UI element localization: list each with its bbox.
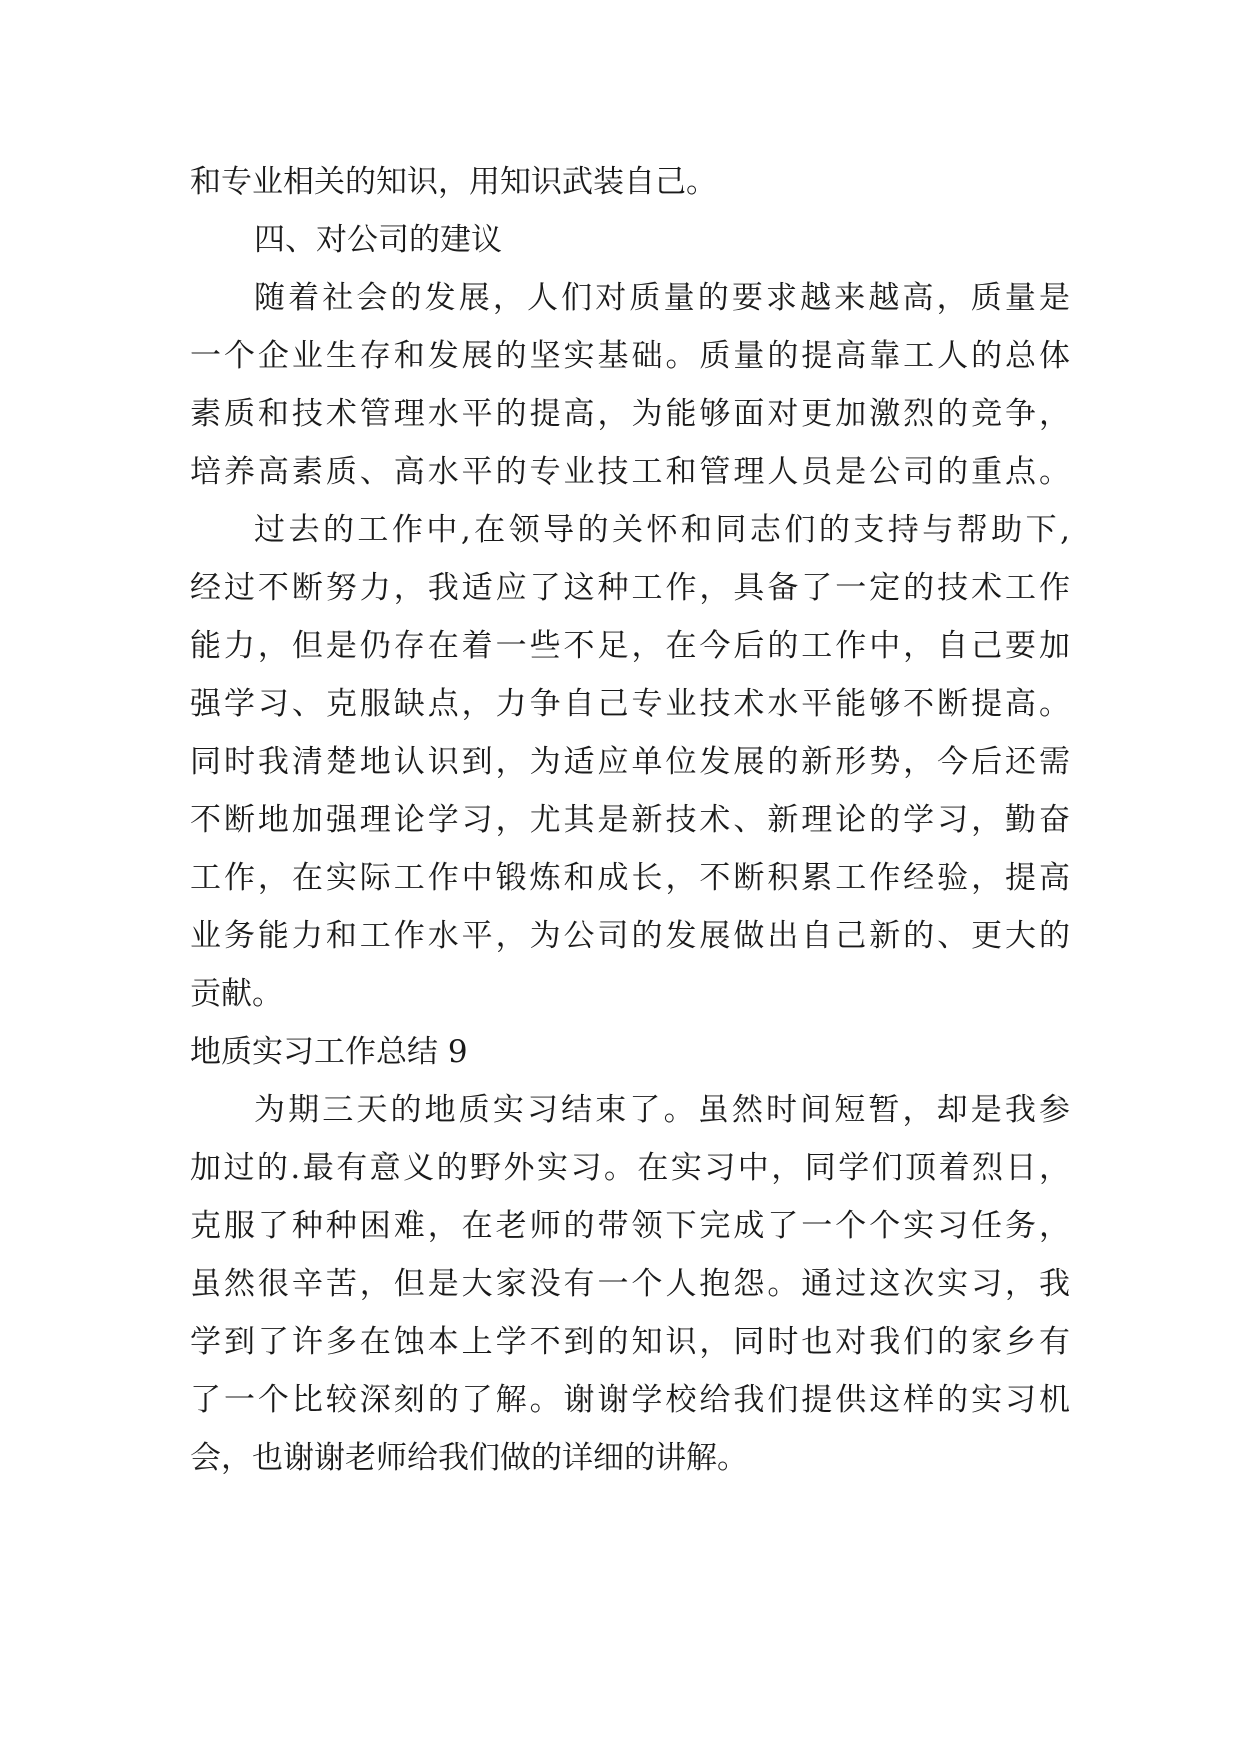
paragraph-line: 克服了种种困难，在老师的带领下完成了一个个实习任务， xyxy=(190,1208,1070,1244)
paragraph-line: 素质和技术管理水平的提高，为能够面对更加激烈的竞争， xyxy=(190,396,1070,432)
section-heading: 四、对公司的建议 xyxy=(254,222,502,258)
paragraph-line: 随着社会的发展，人们对质量的要求越来越高，质量是 xyxy=(254,280,1070,316)
paragraph-line: 同时我清楚地认识到，为适应单位发展的新形势，今后还需 xyxy=(190,744,1070,780)
paragraph-line: 不断地加强理论学习，尤其是新技术、新理论的学习，勤奋 xyxy=(190,802,1070,838)
paragraph-line: 能力，但是仍存在着一些不足，在今后的工作中，自己要加 xyxy=(190,628,1070,664)
paragraph-line: 过去的工作中,在领导的关怀和同志们的支持与帮助下, xyxy=(254,512,1070,548)
paragraph-line: 加过的.最有意义的野外实习。在实习中，同学们顶着烈日， xyxy=(190,1150,1070,1186)
paragraph-line: 强学习、克服缺点，力争自己专业技术水平能够不断提高。 xyxy=(190,686,1070,722)
paragraph-line: 会，也谢谢老师给我们做的详细的讲解。 xyxy=(190,1440,748,1476)
paragraph-line: 培养高素质、高水平的专业技工和管理人员是公司的重点。 xyxy=(190,454,1070,490)
paragraph-line: 贡献。 xyxy=(190,976,283,1012)
paragraph-line: 为期三天的地质实习结束了。虽然时间短暂，却是我参 xyxy=(254,1092,1070,1128)
section-title: 地质实习工作总结 9 xyxy=(190,1034,468,1070)
paragraph-line: 了一个比较深刻的了解。谢谢学校给我们提供这样的实习机 xyxy=(190,1382,1070,1418)
paragraph-line: 虽然很辛苦，但是大家没有一个人抱怨。通过这次实习，我 xyxy=(190,1266,1070,1302)
paragraph-line: 和专业相关的知识，用知识武装自己。 xyxy=(190,164,717,200)
paragraph-line: 业务能力和工作水平，为公司的发展做出自己新的、更大的 xyxy=(190,918,1070,954)
paragraph-line: 一个企业生存和发展的坚实基础。质量的提高靠工人的总体 xyxy=(190,338,1070,374)
paragraph-line: 经过不断努力，我适应了这种工作，具备了一定的技术工作 xyxy=(190,570,1070,606)
paragraph-line: 学到了许多在蚀本上学不到的知识，同时也对我们的家乡有 xyxy=(190,1324,1070,1360)
paragraph-line: 工作，在实际工作中锻炼和成长，不断积累工作经验，提高 xyxy=(190,860,1070,896)
